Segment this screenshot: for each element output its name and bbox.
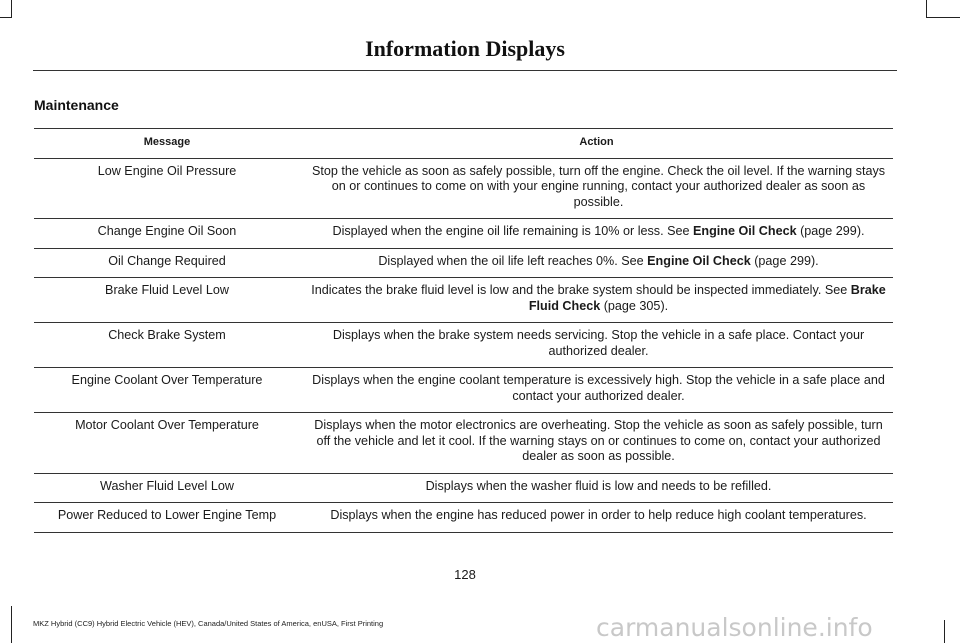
section-heading: Maintenance <box>34 97 119 113</box>
table-row <box>34 413 893 474</box>
action-cell <box>300 323 893 368</box>
message-cell: Engine Coolant Over Temperature <box>34 368 300 413</box>
action-cell <box>300 368 893 413</box>
action-cell <box>300 413 893 474</box>
table-row <box>34 219 893 249</box>
page-number: 128 <box>454 567 476 582</box>
message-cell: Brake Fluid Level Low <box>34 278 300 323</box>
header-divider <box>33 70 897 71</box>
table-row <box>34 368 893 413</box>
crop-mark-top-left <box>0 17 12 18</box>
table-row <box>34 248 893 278</box>
column-header-action: Action <box>300 129 893 159</box>
column-header-message: Message <box>34 129 300 159</box>
table-row <box>34 473 893 503</box>
action-cell <box>300 278 893 323</box>
crop-mark-bottom-left <box>11 606 12 643</box>
table-row <box>34 503 893 533</box>
action-text: Displays when the engine coolant temperature is excessively high. Stop the vehicle in a safe place and contact your authorized dealer. <box>312 373 885 403</box>
action-cell <box>300 248 893 278</box>
action-text: Displays when the engine has reduced power in order to help reduce high coolant temperatures. <box>330 508 867 522</box>
action-text: Displayed when the engine oil life remaining is 10% or less. See <box>332 224 694 238</box>
action-cell <box>300 158 893 219</box>
action-cell <box>300 503 893 533</box>
crop-mark-bottom-right <box>944 620 945 643</box>
message-cell: Change Engine Oil Soon <box>34 219 300 249</box>
cross-reference-link[interactable]: Engine Oil Check <box>693 224 797 238</box>
action-cell <box>300 473 893 503</box>
message-cell: Check Brake System <box>34 323 300 368</box>
table-header-row <box>34 129 893 159</box>
action-cell <box>300 219 893 249</box>
message-cell: Power Reduced to Lower Engine Temp <box>34 503 300 533</box>
watermark: carmanualsonline.info <box>596 613 873 642</box>
table-row <box>34 323 893 368</box>
message-cell: Low Engine Oil Pressure <box>34 158 300 219</box>
action-text: Displays when the motor electronics are overheating. Stop the vehicle as soon as safely possible, turn off the vehicle and let it cool. If the warning stays on or continues to come on, contact your authorized dealer as soon as possible. <box>314 418 883 463</box>
table-row <box>34 278 893 323</box>
page-reference: (page 305). <box>600 298 669 313</box>
crop-mark-top-right <box>926 17 960 18</box>
action-text: Displayed when the oil life left reaches 0%. See <box>378 253 648 268</box>
message-cell: Washer Fluid Level Low <box>34 473 300 503</box>
message-cell: Oil Change Required <box>34 248 300 278</box>
crop-mark-top-right <box>926 0 927 18</box>
page-reference: (page 299). <box>796 224 865 238</box>
action-text: Displays when the brake system needs servicing. Stop the vehicle in a safe place. Contact your authorized dealer. <box>332 328 865 358</box>
message-cell: Motor Coolant Over Temperature <box>34 413 300 474</box>
footer-text: MKZ Hybrid (CC9) Hybrid Electric Vehicle (HEV), Canada/United States of America, enUSA, First Printing <box>33 619 384 628</box>
page-reference: (page 299). <box>750 253 819 268</box>
crop-mark-top-left <box>11 0 12 18</box>
page-header-title: Information Displays <box>365 36 565 61</box>
action-text: Indicates the brake fluid level is low and the brake system should be inspected immediately. See <box>311 283 851 297</box>
cross-reference-link[interactable]: Engine Oil Check <box>647 253 751 268</box>
action-text: Displays when the washer fluid is low and needs to be refilled. <box>425 478 772 493</box>
table-row <box>34 158 893 219</box>
cross-reference-link[interactable]: Brake Fluid Check <box>528 283 886 313</box>
action-text: Stop the vehicle as soon as safely possible, turn off the engine. Check the oil level. If the warning stays on or continues to come on with your engine running, contact your authorized dealer as soon as possible. <box>311 163 886 209</box>
maintenance-table <box>34 128 893 533</box>
